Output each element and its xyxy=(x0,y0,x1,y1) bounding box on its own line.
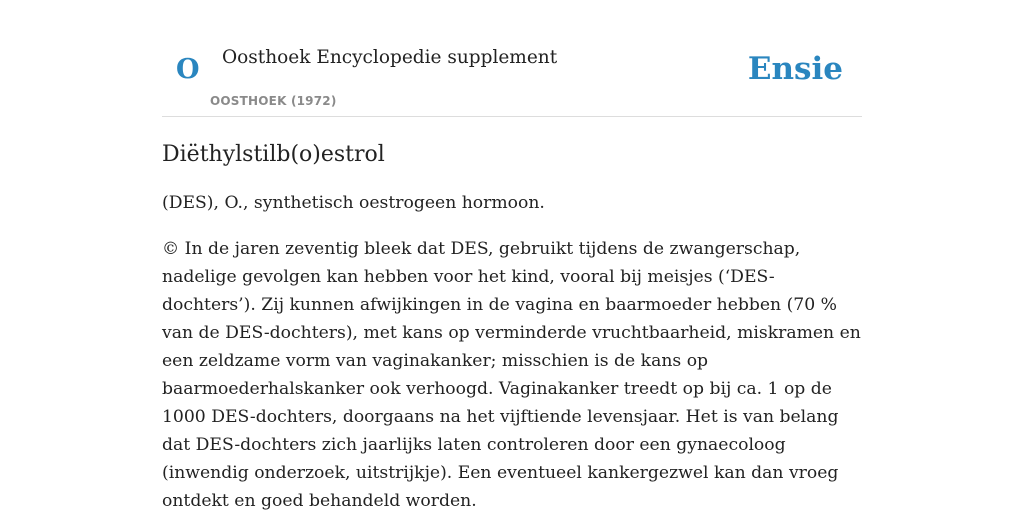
ensie-brand-logo[interactable]: Ensie xyxy=(747,51,843,87)
source-title-link[interactable]: Oosthoek Encyclopedie supplement xyxy=(222,47,558,68)
entry-lead: (DES), O., synthetisch oestrogeen hormoon. xyxy=(162,193,545,213)
entry-body: © In de jaren zeventig bleek dat DES, gebruikt tijdens de zwangerschap, nadelige gevolgen kan hebben voor het kind, vooral bij meisjes (‘DES-dochters’). Zij kunnen afwijkingen in de vagina en baarmoeder hebben (70 % van de DES-dochters), met kans op verminderde vruchtbaarheid, miskramen en een zeldzame vorm van vaginakanker; misschien is de kans op baarmoederhalskanker ook verhoogd. Vaginakanker treedt op bij ca. 1 op de 1000 DES-dochters, doorgaans na het vijftiende levensjaar. Het is van belang dat DES-dochters zich jaarlijks laten controleren door een gynaecoloog (inwendig onderzoek, uitstrijkje). Een eventueel kankergezwel kan dan vroeg ontdekt en goed behandeld worden. xyxy=(162,239,861,511)
entry-title: Diëthylstilb(o)estrol xyxy=(162,142,385,167)
source-meta: OOSTHOEK (1972) xyxy=(210,94,337,108)
source-header xyxy=(162,0,862,117)
source-logo[interactable]: O xyxy=(176,54,200,85)
entry-content xyxy=(162,138,862,512)
